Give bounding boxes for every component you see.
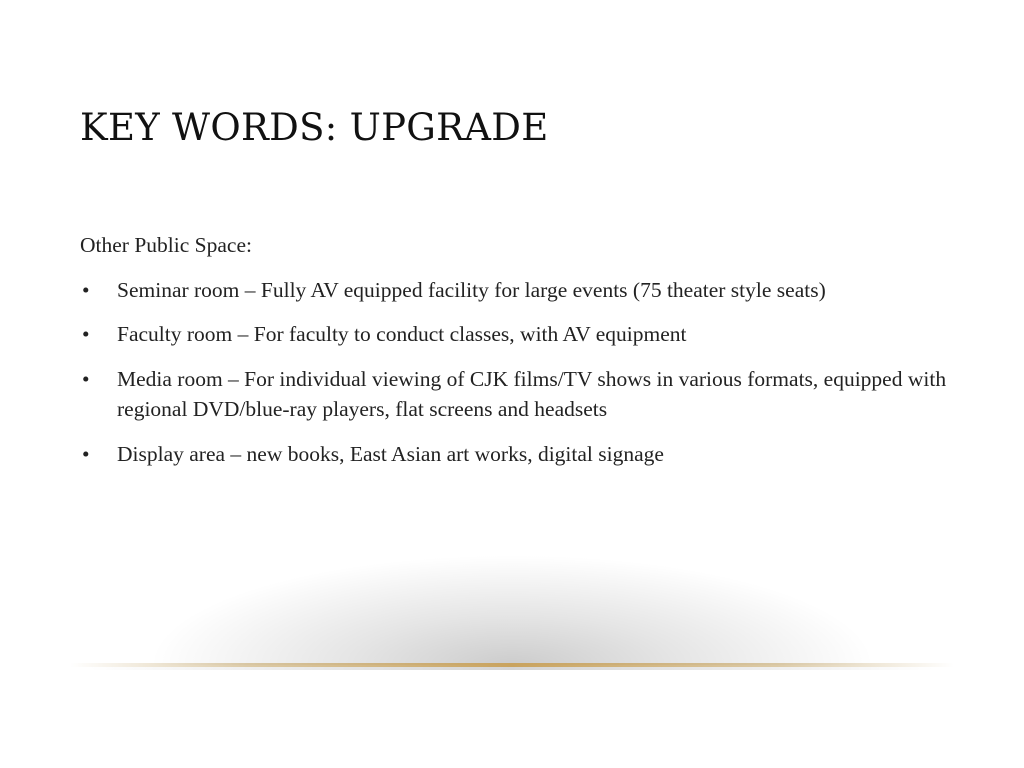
decorative-line-shadow (90, 667, 934, 670)
bullet-icon: • (82, 441, 90, 466)
decorative-shadow (150, 555, 874, 665)
list-item (80, 364, 960, 425)
list-item (80, 319, 960, 350)
intro-text: Other Public Space: (80, 233, 252, 257)
bullet-icon: • (82, 277, 90, 302)
slide-body (80, 230, 960, 483)
bullet-text: Seminar room – Fully AV equipped facility for large events (75 theater style seats) (117, 277, 826, 302)
bullet-text: Display area – new books, East Asian art works, digital signage (117, 441, 664, 466)
bullet-icon: • (82, 366, 90, 391)
bullet-icon: • (82, 322, 90, 346)
bullet-text: Faculty room – For faculty to conduct classes, with AV equipment (117, 322, 687, 346)
list-item (80, 275, 960, 306)
slide-title: KEY WORDS: UPGRADE (80, 106, 549, 149)
bullet-text: Media room – For individual viewing of CJK films/TV shows in various formats, equipped with regional DVD/blue-ray players, flat screens and headsets (117, 366, 947, 421)
list-item (80, 439, 960, 470)
bullet-list (80, 275, 960, 470)
